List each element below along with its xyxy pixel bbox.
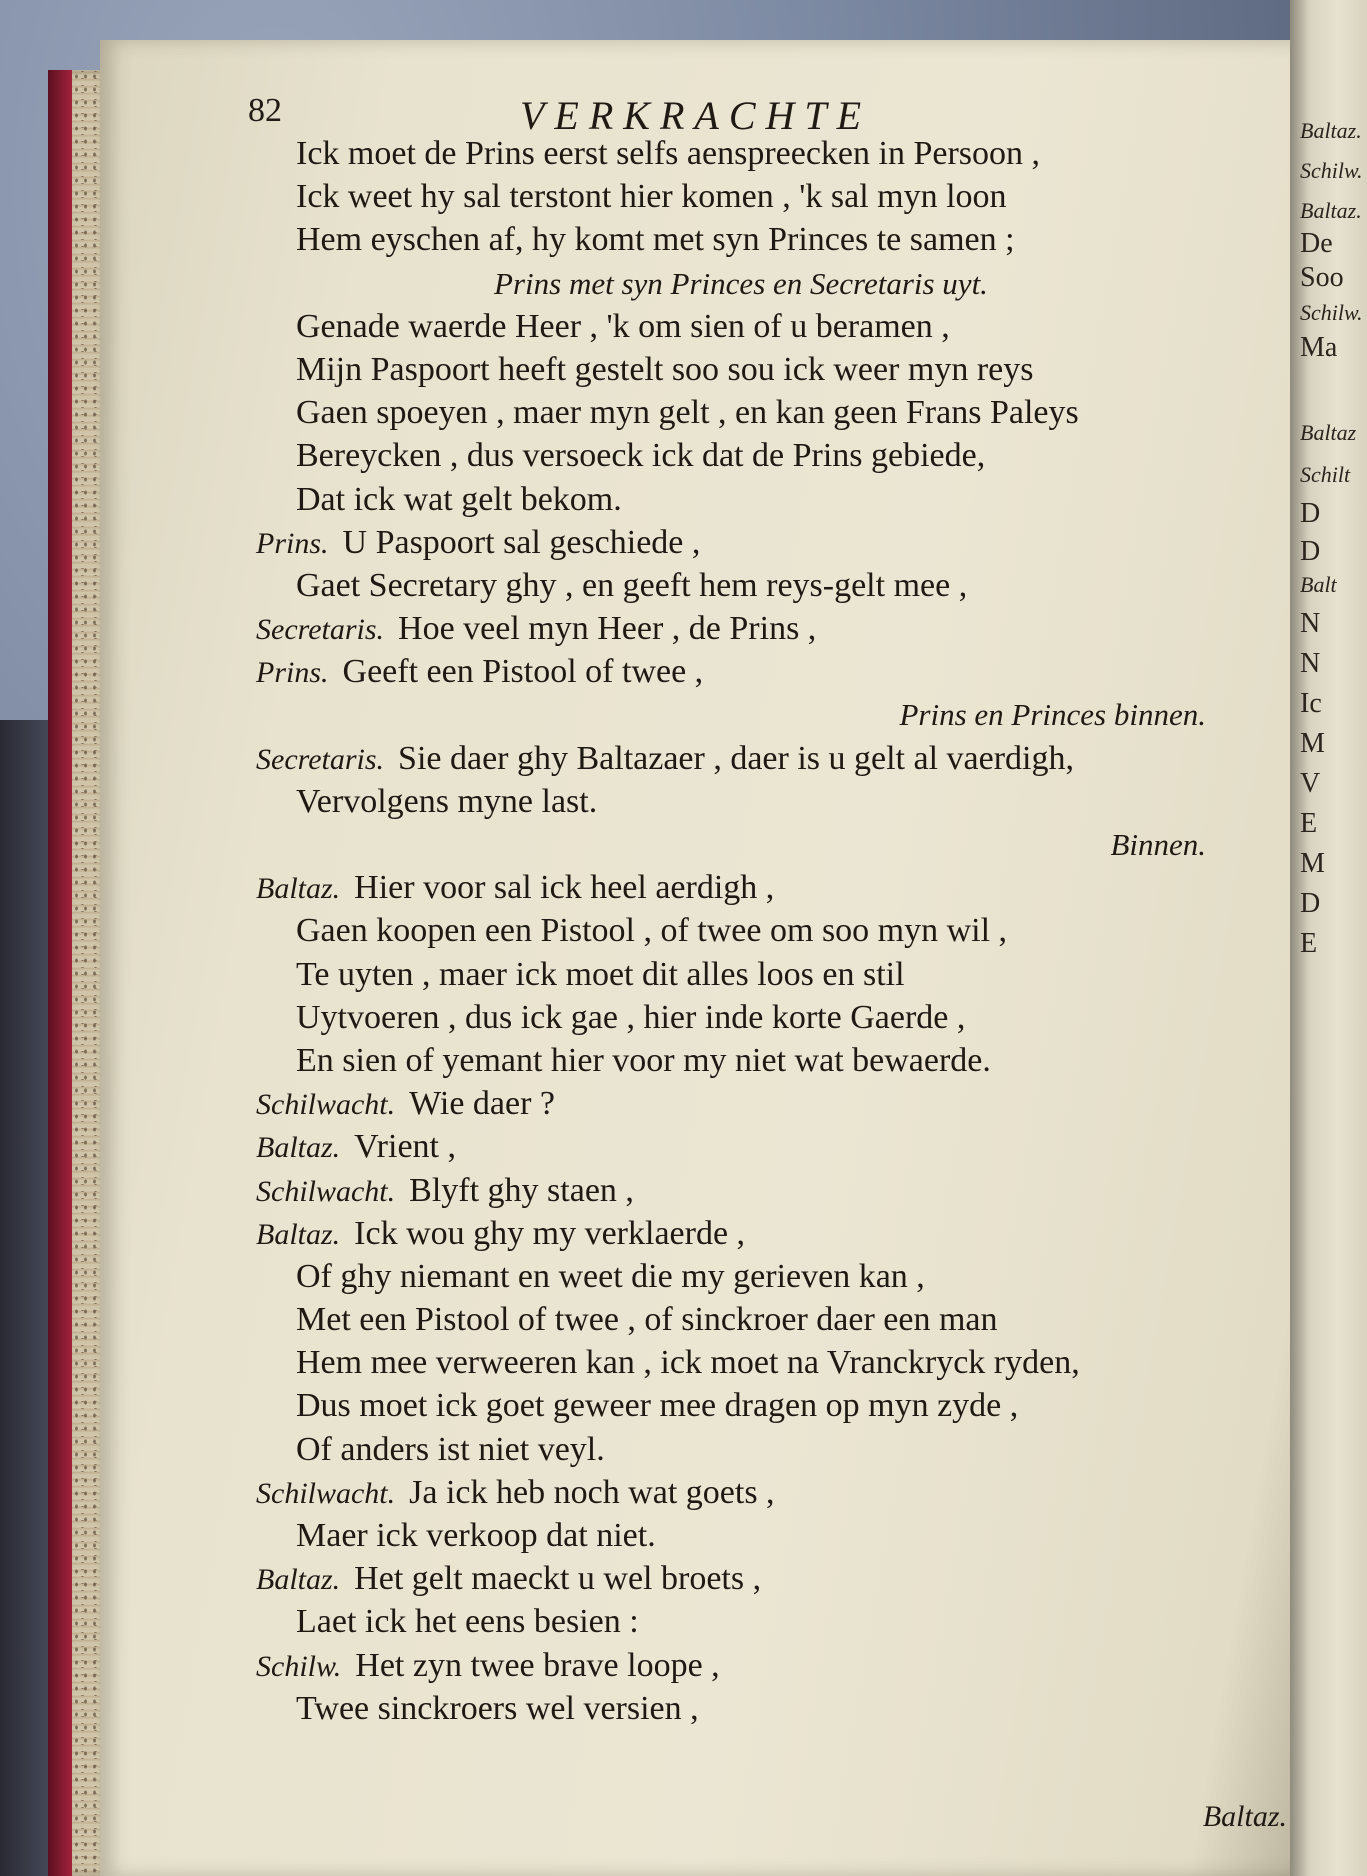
page-number: 82 bbox=[248, 92, 282, 129]
verse-line bbox=[256, 1341, 1266, 1384]
line-text: Dat ick wat gelt bekom. bbox=[296, 480, 622, 518]
speaker-name: Baltaz. bbox=[256, 1217, 341, 1251]
speech-line bbox=[256, 1125, 1266, 1168]
speech-line bbox=[256, 866, 1266, 909]
verse-line bbox=[256, 1514, 1266, 1557]
line-text: Bereycken , dus versoeck ick dat de Prins gebiede, bbox=[296, 437, 986, 475]
facing-page-fragment: E bbox=[1300, 928, 1318, 959]
line-text: Ick moet de Prins eerst selfs aenspreecken in Persoon , bbox=[296, 135, 1040, 172]
speaker-name: Secretaris. bbox=[256, 613, 385, 647]
line-text: Gaen koopen een Pistool , of twee om soo myn wil , bbox=[296, 912, 1008, 950]
speaker-name: Baltaz. bbox=[256, 1563, 341, 1597]
speaker-name: Schilw. bbox=[256, 1649, 342, 1683]
verse-line bbox=[256, 996, 1266, 1039]
line-text: Het gelt maeckt u wel broets , bbox=[354, 1560, 762, 1598]
verse-line bbox=[256, 434, 1266, 477]
line-text: U Paspoort sal geschiede , bbox=[342, 523, 701, 561]
running-title: VERKRACHTE bbox=[520, 93, 872, 138]
line-text: Dus moet ick goet geweer mee dragen op myn zyde , bbox=[296, 1387, 1019, 1425]
verse-line bbox=[256, 175, 1266, 218]
line-text: Sie daer ghy Baltazaer , daer is u gelt al vaerdigh, bbox=[398, 739, 1074, 777]
speaker-name: Prins. bbox=[256, 656, 329, 690]
line-text: Hoe veel myn Heer , de Prins , bbox=[398, 610, 817, 648]
speech-line bbox=[256, 1169, 1266, 1212]
verse-line bbox=[256, 909, 1266, 952]
line-text: Blyft ghy staen , bbox=[409, 1171, 634, 1209]
verse-line bbox=[256, 1255, 1266, 1298]
verse-line bbox=[256, 305, 1266, 348]
line-text: Met een Pistool of twee , of sinckroer daer een man bbox=[296, 1301, 998, 1339]
speech-line bbox=[256, 521, 1266, 564]
facing-page-fragment: Schilt bbox=[1300, 462, 1351, 487]
line-text: Vervolgens myne last. bbox=[296, 782, 598, 820]
catchword: Baltaz. bbox=[1202, 1800, 1287, 1833]
facing-page-fragment: D bbox=[1300, 536, 1321, 567]
facing-page-fragment: Balt bbox=[1300, 572, 1337, 597]
speaker-name: Schilwacht. bbox=[256, 1174, 396, 1208]
verse-line bbox=[256, 1298, 1266, 1341]
line-text: Ick weet hy sal terstont hier komen , 'k sal myn loon bbox=[296, 178, 1007, 216]
line-text: Te uyten , maer ick moet dit alles loos en stil bbox=[296, 955, 905, 993]
verse-line bbox=[256, 478, 1266, 521]
verse-line bbox=[256, 1600, 1266, 1643]
line-text: Gaet Secretary ghy , en geeft hem reys-gelt mee , bbox=[296, 566, 968, 604]
speech-line bbox=[256, 607, 1266, 650]
line-text: Ick wou ghy my verklaerde , bbox=[354, 1214, 746, 1252]
facing-page-fragment: Schilw. bbox=[1300, 300, 1363, 325]
line-text: Binnen. bbox=[1110, 827, 1206, 862]
facing-page-fragment: Baltaz. bbox=[1300, 118, 1362, 143]
stage-direction bbox=[256, 823, 1266, 866]
verse-line bbox=[256, 1384, 1266, 1427]
speaker-name: Prins. bbox=[256, 526, 329, 560]
facing-page-fragment: N bbox=[1300, 608, 1321, 639]
facing-page-fragment: Ma bbox=[1300, 332, 1338, 363]
stage-direction bbox=[256, 262, 1266, 305]
facing-page-fragment: M bbox=[1300, 728, 1325, 759]
speaker-name: Baltaz. bbox=[256, 872, 341, 906]
facing-page-fragment: Baltaz bbox=[1300, 420, 1357, 445]
facing-page-fragment: V bbox=[1300, 768, 1321, 799]
facing-page-fragment: D bbox=[1300, 498, 1321, 529]
speaker-name: Schilwacht. bbox=[256, 1088, 396, 1122]
facing-page-fragment: Ic bbox=[1300, 688, 1322, 719]
verse-line bbox=[256, 1428, 1266, 1471]
speech-line bbox=[256, 650, 1266, 693]
page-text bbox=[256, 132, 1266, 1730]
line-text: Vrient , bbox=[354, 1128, 456, 1166]
facing-page bbox=[1290, 0, 1367, 1876]
facing-page-fragment: N bbox=[1300, 648, 1321, 679]
facing-page-fragment: De bbox=[1300, 228, 1333, 259]
line-text: Mijn Paspoort heeft gestelt soo sou ick weer myn reys bbox=[296, 350, 1034, 388]
verse-line bbox=[256, 348, 1266, 391]
line-text: Wie daer ? bbox=[409, 1085, 556, 1123]
verse-line bbox=[256, 564, 1266, 607]
facing-page-fragment: E bbox=[1300, 808, 1318, 839]
line-text: Genade waerde Heer , 'k om sien of u beramen , bbox=[296, 307, 950, 345]
speech-line bbox=[256, 1082, 1266, 1125]
line-text: Gaen spoeyen , maer myn gelt , en kan geen Frans Paleys bbox=[296, 394, 1079, 432]
verse-line bbox=[256, 218, 1266, 261]
line-text: Hem eyschen af, hy komt met syn Princes te samen ; bbox=[296, 221, 1015, 259]
verse-line bbox=[256, 391, 1266, 434]
line-text: Laet ick het eens besien : bbox=[296, 1603, 639, 1641]
line-text: Geeft een Pistool of twee , bbox=[342, 653, 704, 691]
stage-direction bbox=[256, 693, 1266, 736]
line-text: Het zyn twee brave loope , bbox=[355, 1646, 720, 1684]
speech-line bbox=[256, 1212, 1266, 1255]
facing-page-fragment: M bbox=[1300, 848, 1325, 879]
line-text: Maer ick verkoop dat niet. bbox=[296, 1517, 656, 1554]
verse-line bbox=[256, 132, 1266, 175]
speaker-name: Secretaris. bbox=[256, 742, 385, 776]
line-text: Of ghy niemant en weet die my gerieven kan , bbox=[296, 1257, 925, 1295]
speech-line bbox=[256, 1471, 1266, 1514]
speech-line bbox=[256, 1557, 1266, 1600]
line-text: En sien of yemant hier voor my niet wat bewaerde. bbox=[296, 1041, 991, 1079]
line-text: Ja ick heb noch wat goets , bbox=[409, 1473, 775, 1511]
line-text: Hier voor sal ick heel aerdigh , bbox=[354, 869, 775, 907]
line-text: Prins en Princes binnen. bbox=[899, 697, 1206, 733]
speech-line bbox=[256, 1644, 1266, 1687]
facing-page-fragment: D bbox=[1300, 888, 1321, 919]
speaker-name: Schilwacht. bbox=[256, 1476, 396, 1510]
line-text: Of anders ist niet veyl. bbox=[296, 1430, 605, 1468]
verse-line bbox=[256, 953, 1266, 996]
speech-line bbox=[256, 737, 1266, 780]
verse-line bbox=[256, 1687, 1266, 1730]
line-text: Prins met syn Princes en Secretaris uyt. bbox=[494, 265, 988, 301]
verse-line bbox=[256, 1039, 1266, 1082]
facing-page-fragment: Soo bbox=[1300, 262, 1344, 293]
line-text: Uytvoeren , dus ick gae , hier inde korte Gaerde , bbox=[296, 998, 966, 1036]
line-text: Twee sinckroers wel versien , bbox=[296, 1689, 699, 1727]
facing-page-fragment: Baltaz. bbox=[1300, 198, 1362, 223]
verse-line bbox=[256, 780, 1266, 823]
facing-page-fragment: Schilw. bbox=[1300, 158, 1363, 183]
speaker-name: Baltaz. bbox=[256, 1131, 341, 1165]
line-text: Hem mee verweeren kan , ick moet na Vranckryck ryden, bbox=[296, 1344, 1080, 1382]
